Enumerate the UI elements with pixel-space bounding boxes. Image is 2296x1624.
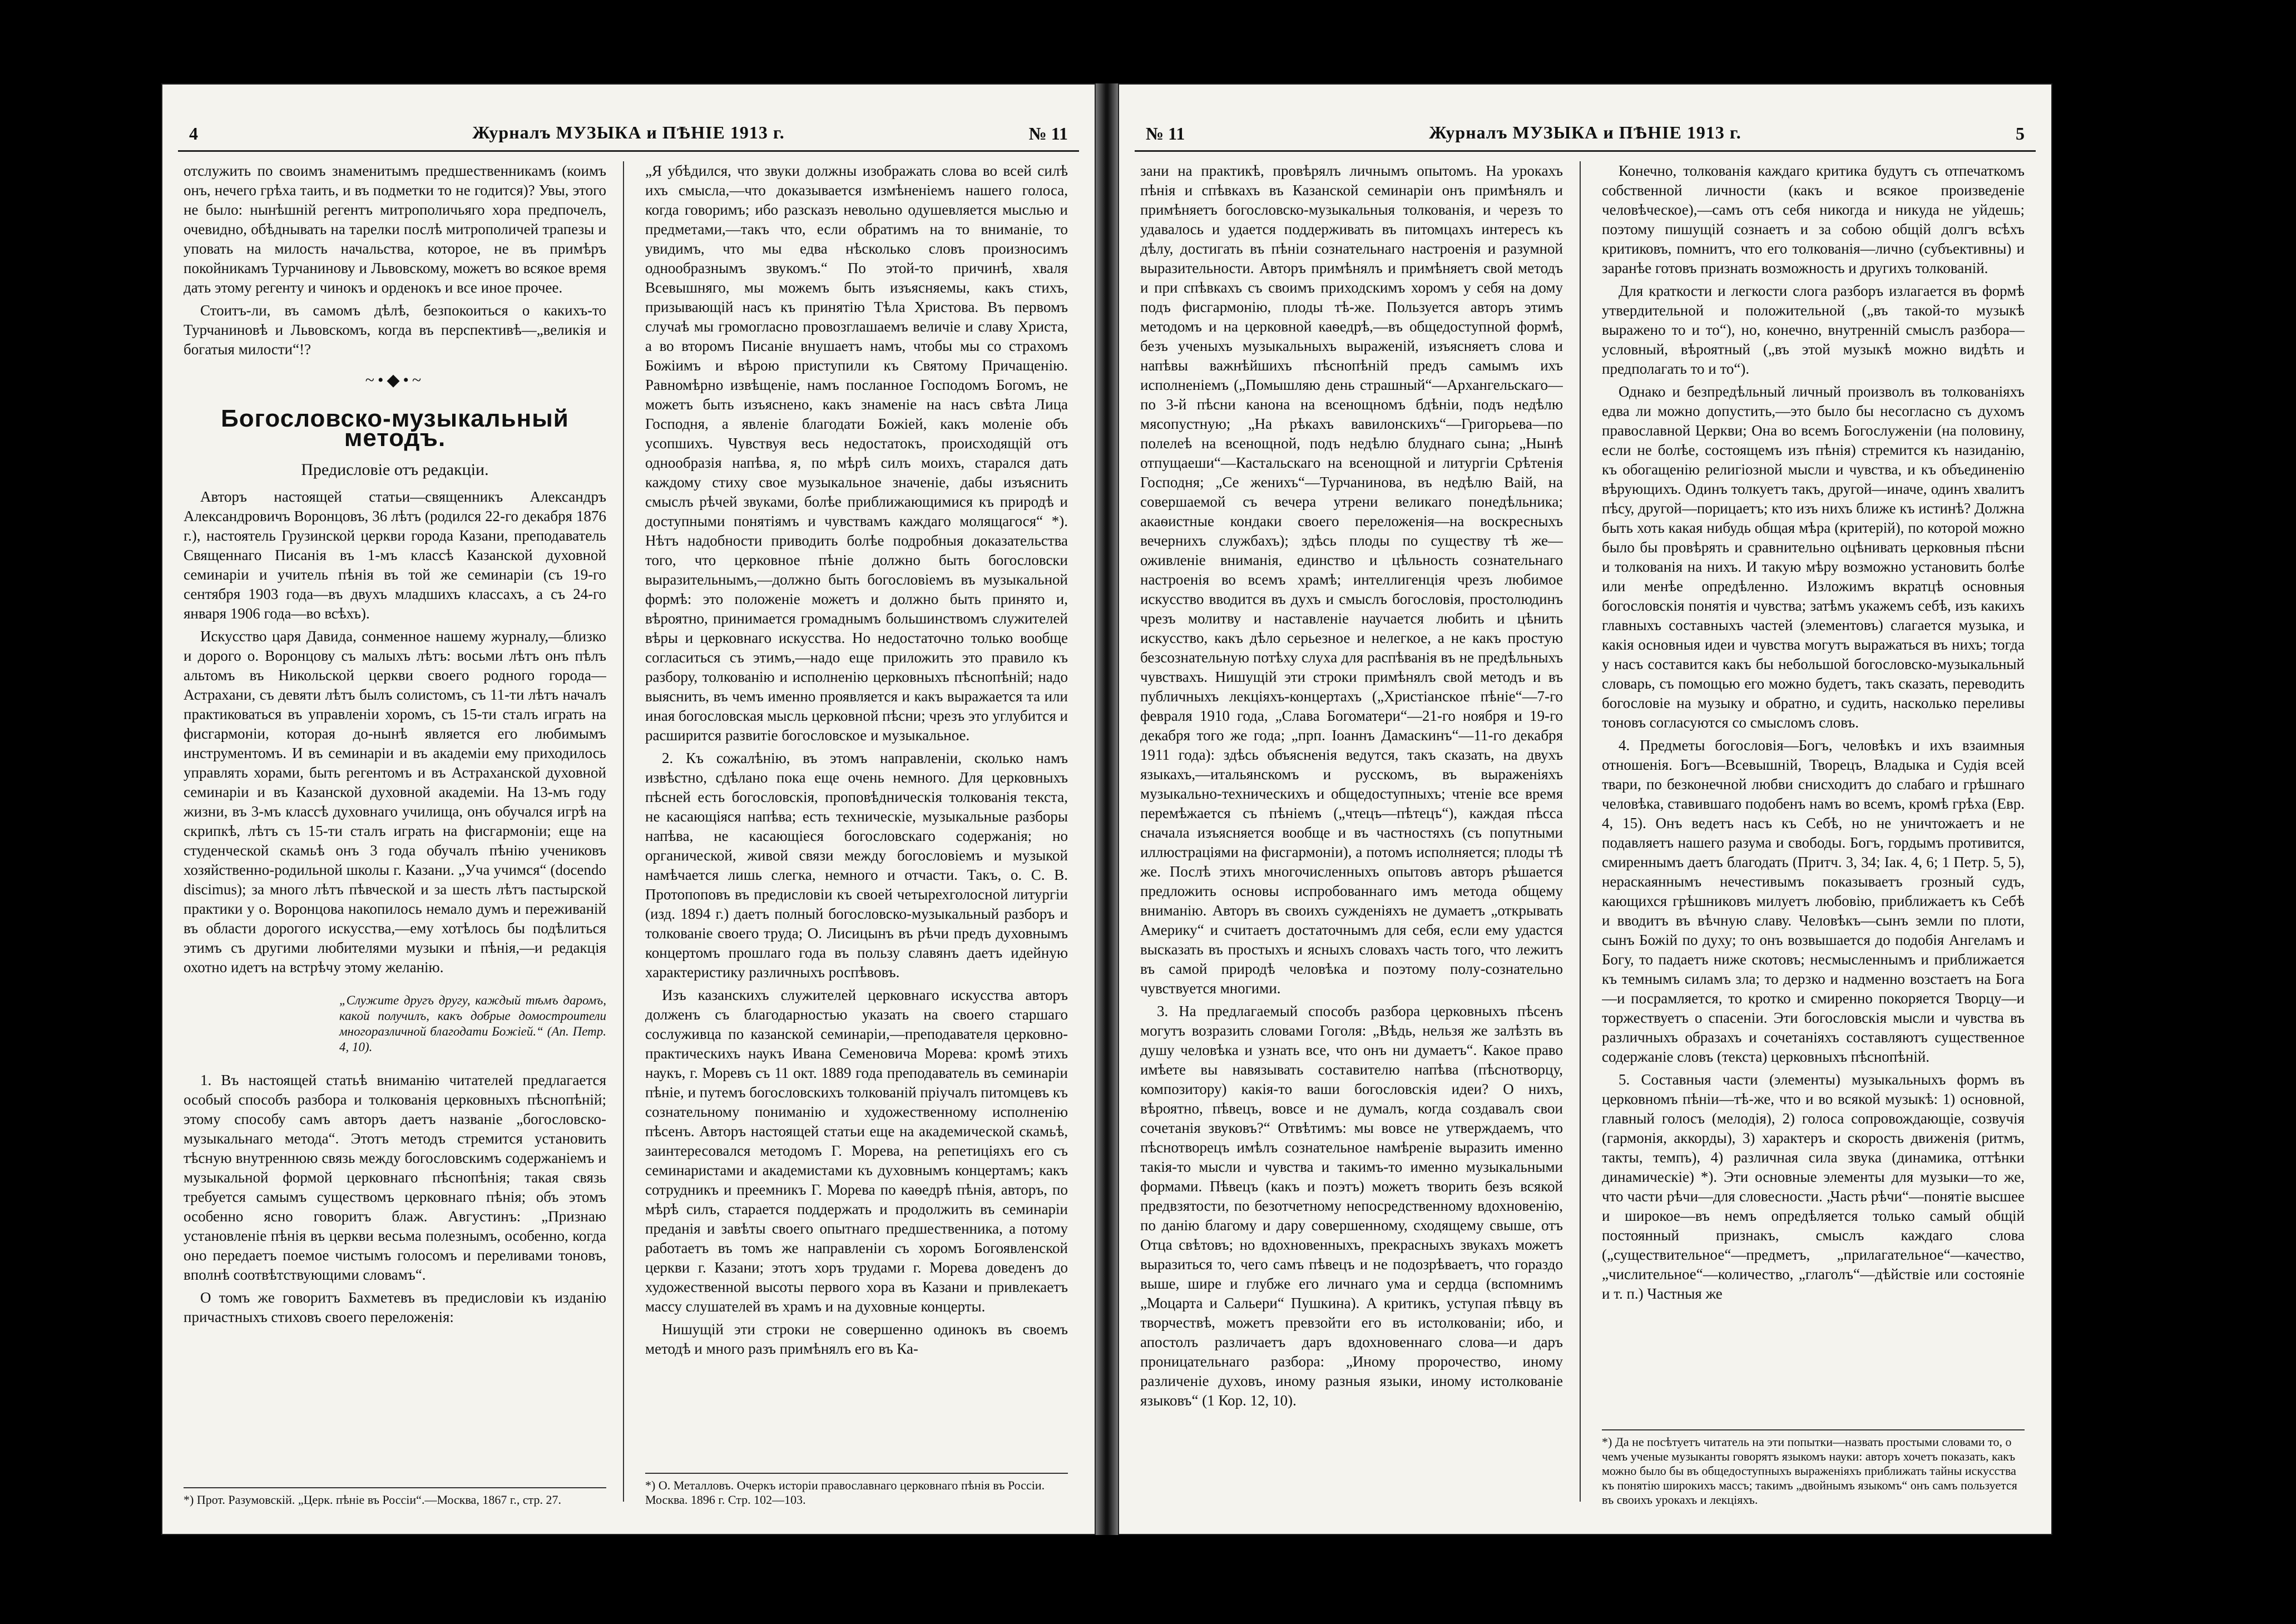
paragraph: 4. Предметы богословія—Богъ, человѣкъ и ихъ взаимныя отношенія. Богъ—Всевышній, Творецъ, Владыка и Судія всей твари, по безконечной любви снисходитъ до слабаго и грѣшнаго человѣка, ставившаго подобенъ намъ во всемъ, кромѣ грѣха (Евр. 4, 15). Онъ ведетъ насъ къ Себѣ, но не уничтожаетъ и не подавляетъ нашего разума и свободы. Богъ, гордымъ противится, смиреннымъ даетъ благодать (Притч. 3, 34; Іак. 4, 6; 1 Петр. 5, 5), нераскаяннымъ нечестивымъ показываетъ грозный судъ, кающихся грѣшниковъ милуетъ любовію, приближаетъ къ Себѣ и вводитъ въ вѣчную славу. Человѣкъ—сынъ земли по плоти, сынъ Божій по духу; то онъ возвышается до подобія Ангеламъ и Богу, то падаетъ ниже скотовъ; несмысленнымъ и приближается къ темнымъ силамъ зла; то дерзко и надменно возстаетъ на Бога—и посрамляется, то кротко и смиренно покоряется Творцу—и торжествуетъ о спасеніи. Эти богословскія мысли и чувства въ различныхъ образахъ и сочетаніяхъ составляютъ существенное содержаніе словъ (текста) церковныхъ пѣснопѣній. bbox=[1602, 737, 2025, 1065]
paragraph: зани на практикѣ, провѣрялъ личнымъ опытомъ. На урокахъ пѣнія и спѣвкахъ въ Казанской семинаріи онъ примѣнялъ и примѣняетъ богословско-музыкальныя толкованія, и черезъ то удавалось и удается поддерживать въ питомцахъ интересъ къ дѣлу, достигать въ пѣніи сознательнаго настроенія и разумной выразительности. Авторъ примѣнялъ и примѣняетъ свой методъ и при спѣвкахъ съ своимъ приходскимъ хоромъ у себя на дому подъ фисгармонію, плоды тѣ-же. Пользуется авторъ этимъ методомъ и на церковной каѳедрѣ,—въ общедоступной формѣ, безъ ученыхъ музыкальныхъ выраженій, изъясняетъ слова и напѣвы важнѣйшихъ пѣснопѣній предъ самымъ ихъ исполненіемъ („Помышляю день страшный“—Архангельскаго—по 3-й пѣсни канона на всенощномъ бдѣніи, подъ недѣлю мясопустную; „На рѣкахъ вавилонскихъ“—Григорьева—по полелеѣ на всенощной, подъ недѣлю блуднаго сына; „Нынѣ отпущаеши“—Кастальскаго на всенощной и литургіи Срѣтенія Господня; „Се женихъ“—Турчанинова, въ недѣлю Ваій, на совершаемой съ вечера утрени великаго понедѣльника; акаѳистные кондаки своего переложенія—на воскресныхъ вечернихъ службахъ); здѣсь плоды по существу тѣ же—оживленіе вниманія, единство и цѣльность сознательнаго настроенія во всемъ храмѣ; интеллигенція чрезъ любимое искусство вводится въ духъ и смыслъ богословія, простолюдинъ чрезъ молитву и наставленіе научается любить и цѣнить искусство, какъ дѣло серьезное и нелегкое, а не какъ простую безсознательную потѣху слуха для распѣванія въ не предѣльныхъ чувствахъ. Нишущій эти строки примѣнялъ свой методъ и въ публичныхъ лекціяхъ-концертахъ („Христіанское пѣніе“—7-го февраля 1910 года, „Слава Богоматери“—21-го ноября и 19-го декабря того же года; „прп. Іоаннъ Дамаскинъ“—11-го декабря 1911 года): здѣсь объясненія ведутся, такъ сказать, на двухъ языкахъ,—итальянскомъ и русскомъ, въ выраженіяхъ музыкально-техническихъ и общедоступныхъ; чтеніе все время перемѣжается съ пѣніемъ („чтецъ—пѣтецъ“), каждая пѣсса сначала изъясняется вообще и въ частностяхъ (съ попутными иллюстраціями на фисгармоніи), а потомъ исполняется; плоды тѣ же. Послѣ этихъ многочисленныхъ опытовъ авторъ рѣшается предложить основы испробованнаго имъ метода общему вниманію. Авторъ въ своихъ сужденіяхъ не думаетъ „открывать Америку“ и считаетъ достаточнымъ для себя, если ему удастся высказать въ простыхъ и ясныхъ словахъ часть того, что лежитъ въ самой природѣ человѣка и поэтому полу-сознательно чувствуется многими. bbox=[1140, 162, 1563, 997]
paragraph: Стоитъ-ли, въ самомъ дѣлѣ, безпокоиться о какихъ-то Турчаниновѣ и Львовскомъ, когда въ перспективѣ—„великія и богатыя милости“!? bbox=[184, 302, 606, 358]
article-title: Богословско-музыкальный методъ. bbox=[221, 405, 569, 452]
journal-title: Журналъ МУЗЫКА и ПѢНІЕ 1913 г. bbox=[472, 122, 785, 142]
paragraph: „Я убѣдился, что звуки должны изображать слова во всей силѣ ихъ смысла,—что доказывается измѣненіемъ нашего голоса, когда говоримъ; ибо разсказъ невольно одушевляется мыслью и предметами,—такъ что, если обратимъ на то вниманіе, то увидимъ, что мы едва нѣсколько словъ произносимъ однообразнымъ звукомъ.“ По этой-то причинѣ, хваля Всевышняго, мы можемъ быть изъясняемы, какъ стихъ, призывающій насъ къ принятію Тѣла Христова. Въ первомъ случаѣ мы громогласно провозглашаемъ величіе и славу Христа, а во второмъ Писаніе внушаетъ намъ, чтобы мы со страхомъ Божіимъ и вѣрою приступили къ Святому Причащенію. Равномѣрно извѣщеніе, намъ посланное Господомъ Богомъ, не можетъ быть изъяснено, какъ знаменіе на насъ свѣта Лица Господня, а явленіе благодати Божіей, какъ моленіе объ усопшихъ. Чувствуя весь недостатокъ, происходящій отъ однообразія напѣва, я, по мѣрѣ силъ моихъ, старался дать каждому стиху свое музыкальное значеніе, дабы изъяснить смыслъ рѣчей звуками, болѣе приближающимися къ природѣ и доступными понятіямъ и чувствамъ каждаго молящагося“ *). Нѣтъ надобности приводить болѣе подробныя доказательства того, что церковное пѣніе должно быть богословски выразительнымъ,—должно быть богословіемъ въ музыкальной формѣ: это положеніе можетъ и должно быть принято и, вѣроятно, принимается громаднымъ большинствомъ служителей вѣры и церковнаго искусства. Но недостаточно только вообще согласиться съ этимъ,—надо еще приложить это правило къ разбору, толкованію и исполненію церковныхъ пѣснопѣній; надо выяснить, въ чемъ именно проявляется и какъ выражается та или иная богословская мысль церковной пѣсни; чрезъ это углубится и расширится развитіе богословское и музыкальное. bbox=[645, 162, 1068, 744]
column-divider bbox=[623, 161, 624, 1502]
paragraph: Конечно, толкованія каждаго критика будутъ съ отпечаткомъ собственной личности (какъ и всякое произведеніе человѣческое),—самъ отъ себя никогда и никуда не уйдешь; поэтому пишущій сознаетъ и за собою общій долгъ всѣхъ критиковъ, помнитъ, что его толкованія—лично (субъективны) и заранѣе готовъ признать возможность и другихъ толкованій. bbox=[1602, 162, 2025, 276]
footnote: *) Да не посѣтуетъ читатель на эти попытки—назвать простыми словами то, о чемъ ученые музыканты говорятъ языкомъ науки: авторъ хочетъ показать, какъ можно было бы въ общедоступныхъ выраженіяхъ приближать тайны искусства къ понятію широкихъ массъ; такимъ „двойнымъ языкомъ“ онъ самъ пользуется въ своихъ урокахъ и лекціяхъ. bbox=[1602, 1429, 2025, 1507]
footnote: *) Прот. Разумовскій. „Церк. пѣніе въ Россіи“.—Москва, 1867 г., стр. 27. bbox=[184, 1487, 606, 1507]
column-1 bbox=[1140, 161, 1563, 1502]
paragraph: Авторъ настоящей статьи—священникъ Александръ Александровичъ Воронцовъ, 36 лѣтъ (родился 22-го декабря 1876 г.), настоятель Грузинской церкви города Казани, преподаватель Священнаго Писанія въ 1-мъ классѣ Казанской духовной семинаріи и учитель пѣнія въ той же семинаріи (съ 19-го сентября 1903 года—въ двухъ младшихъ классахъ, а съ 24-го января 1906 года—во всѣхъ). bbox=[184, 488, 606, 622]
article-subtitle: Предисловіе отъ редакціи. bbox=[301, 461, 489, 479]
paragraph: Для краткости и легкости слога разборъ излагается въ формѣ утвердительной и положительной („въ такой-то музыкѣ выражено то и то“), но, конечно, внутренній смыслъ разбора—условный, вѣроятный („въ этой музыкѣ можно видѣть и предполагать то и то“). bbox=[1602, 283, 2025, 377]
left-page bbox=[161, 83, 1096, 1535]
paragraph: Однако и безпредѣльный личный произволъ въ толкованіяхъ едва ли можно допустить,—это было бы несогласно съ духомъ православной Церкви; Она во всемъ Богослуженіи (на половину, если не болѣе, состоящемъ изъ пѣнія) стремится къ назиданію, къ обогащенію религіозной мысли и чувства, и къ объединенію вѣрующихъ. Одинъ толкуетъ такъ, другой—иначе, одинъ хвалитъ пѣсу, другой—порицаетъ; кто изъ нихъ ближе къ истинѣ? Должна быть хоть какая нибудь общая мѣра (критерій), по которой можно было бы провѣрять и сравнительно оцѣнивать церковныя пѣсни и толкованія на нихъ. И такую мѣру возможно установить болѣе или менѣе опредѣленно. Изложимъ вкратцѣ основныя богословскія понятія и чувства; затѣмъ укажемъ себѣ, изъ какихъ главныхъ составныхъ частей (элементовъ) слагается музыка, и какія основныя идеи и чувства могутъ выражаться въ нихъ; тогда у насъ составится какъ бы небольшой богословско-музыкальный словарь, съ помощью его можно будетъ, такъ сказать, переводить богословіе на музыку и обратно, и судить, насколько переливы тоновъ согласуются со смысломъ словъ. bbox=[1602, 383, 2025, 731]
journal-title: Журналъ МУЗЫКА и ПѢНІЕ 1913 г. bbox=[1429, 122, 1741, 142]
running-head bbox=[1135, 117, 2036, 152]
running-head bbox=[178, 117, 1079, 152]
book-gutter bbox=[1096, 83, 1118, 1535]
ornament-divider: ~•◆•~ bbox=[365, 371, 425, 389]
paragraph: Искусство царя Давида, сонменное нашему журналу,—близко и дорого о. Воронцову съ малыхъ лѣтъ: восьми лѣтъ онъ пѣлъ альтомъ въ Никольской церкви своего родного города—Астрахани, съ девяти лѣтъ былъ солистомъ, съ 11-ти лѣтъ началъ практиковаться въ управленіи хоромъ, съ 15-ти сталъ играть на фисгармоніи, которая до-нынѣ является его любимымъ инструментомъ. И въ семинаріи и въ академіи ему приходилось управлять хорами, быть регентомъ и въ Астраханской духовной семинаріи и въ Казанской духовной академіи. На 13-мъ году жизни, въ 3-мъ классѣ духовнаго училища, онъ обучался игрѣ на скрипкѣ, лѣтъ съ 15-ти сталъ играть на фисгармоніи; еще на студенческой скамьѣ онъ 3 года обучалъ пѣнію учениковъ хозяйственно-родильной школы г. Казани. „Уча учимся“ (docendo discimus); за много лѣтъ пѣвческой и за шесть лѣтъ пастырской практики у о. Воронцова накопилось немало думъ и переживаній въ области дорогого искусства,—ему хотѣлось бы подѣлиться этимъ съ другими любителями музыки и пѣнія,—и редакція охотно идетъ на встрѣчу этому желанію. bbox=[184, 628, 606, 976]
paragraph: 1. Въ настоящей статьѣ вниманію читателей предлагается особый способъ разбора и толкованія церковныхъ пѣснопѣній; этому способу самъ авторъ даетъ названіе „богословско-музыкальнаго метода“. Этотъ методъ стремится установить тѣсную внутреннюю связь между богословскимъ содержаніемъ и музыкальной формой церковнаго пѣснопѣнія; такая связь требуется самымъ существомъ церковнаго пѣнія; объ этомъ особенно ясно говоритъ блаж. Августинъ: „Признаю установленіе пѣнія въ церкви весьма полезнымъ, особенно, когда оно передаетъ поемое чистымъ голосомъ и переливами тоновъ, вполнѣ соотвѣтствующими словамъ“. bbox=[184, 1072, 606, 1283]
paragraph: Нишущій эти строки не совершенно одинокъ въ своемъ методѣ и много разъ примѣнялъ его въ Ка- bbox=[645, 1321, 1068, 1357]
paragraph: Изъ казанскихъ служителей церковнаго искусства авторъ долженъ съ благодарностью указать на своего старшаго сослуживца по казанской семинаріи,—преподавателя церковно-практическихъ наукъ Ивана Семеновича Морева: кромѣ этихъ наукъ, г. Моревъ съ 11 окт. 1889 года преподаватель въ семинаріи пѣніе, и путемъ богословскихъ толкованій пріучалъ питомцевъ къ сознательному пониманію и художественному исполненію пѣсенъ. Авторъ настоящей статьи еще на академической скамьѣ, заинтересовался методомъ Г. Морева, на репетиціяхъ его съ семинаристами и академистами къ духовнымъ концертамъ; какъ сотрудникъ и преемникъ Г. Морева по каѳедрѣ пѣнія, авторъ, по мѣрѣ силъ, старается поддержать и продолжить въ семинаріи преданія и завѣты своего опытнаго предшественника, а потому работаетъ въ томъ же направленіи съ хоромъ Богоявленской церкви г. Казани; этотъ хоръ трудами г. Морева доведенъ до художественной высоты первого хора въ Казани и привлекаетъ массу слушателей въ храмъ и на духовные концерты. bbox=[645, 987, 1068, 1315]
paragraph: 5. Составныя части (элементы) музыкальныхъ формъ въ церковномъ пѣніи—тѣ-же, что и во всякой музыкѣ: 1) основной, главный голосъ (мелодія), 2) голоса сопровождающіе, созвучія (гармонія, аккорды), 3) характеръ и скорость движенія (ритмъ, такты, темпъ), 4) различная сила звука (динамика, оттѣнки динамическіе) *). Эти основные элементы для музыки—то же, что части рѣчи—для словесности. „Часть рѣчи“—понятіе высшее и широкое—въ немъ опредѣляется только самый общій постоянный признакъ, смыслъ каждаго слова („существительное“—предметъ, „прилагательное“—качество, „числительное“—количество, „глаголъ“—дѣйствіе или состояніе и т. п.) Частныя же bbox=[1602, 1071, 2025, 1302]
column-2 bbox=[1602, 161, 2025, 1502]
epigraph: „Служите другъ другу, каждый тѣмъ даромъ, какой получилъ, какъ добрые домостроители многоразличной благодати Божіей.“ (Ап. Петр. 4, 10). bbox=[339, 993, 606, 1054]
paragraph: отслужить по своимъ знаменитымъ предшественникамъ (коимъ онъ, нечего грѣха таить, и въ подметки то не годится)? Увы, этого не было: нынѣшній регентъ митрополичьяго хора предпочелъ, очевидно, обѣднывать на тарелки послѣ митрополичей трапезы и уповать на милость начальства, которое, не въ примѣръ покойникамъ Турчанинову и Львовскому, можетъ во всякое время дать этому регенту и чинокъ и орденокъ и все иное прочее. bbox=[184, 162, 606, 296]
column-1 bbox=[184, 161, 606, 1502]
paragraph: 3. На предлагаемый способъ разбора церковныхъ пѣсенъ могутъ возразить словами Гоголя: „Вѣдь, нельзя же залѣзть въ душу человѣка и узнать все, что онъ ни думаетъ“. Какое право имѣете вы навязывать составителю напѣва (пѣснотворцу, композитору) какія-то ваши богословскія идеи? О нихъ, вѣроятно, пѣвецъ, вовсе и не думалъ, когда создавалъ свои сочетанія звуковъ?“ Отвѣтимъ: мы вовсе не утверждаемъ, что пѣснотворецъ имѣлъ сознательное намѣреніе выразить именно такія-то мысли и чувства и такимъ-то именно музыкальными формами. Пѣвецъ (какъ и поэтъ) можетъ творить безъ всякой предвзятости, по безотчетному непосредственному вдохновенію, по данію благому и дару совершенному, сходящему свыше, отъ Отца свѣтовъ; но вдохновенныхъ, прекрасныхъ звукахъ можетъ выразиться то, чего самъ пѣвецъ и не подозрѣваетъ, что гораздо выше, шире и глубже его личнаго ума и сердца (вспомнимъ „Моцарта и Сальери“ Пушкина). А критикъ, уступая пѣвцу въ творчествѣ, можетъ превзойти его въ истолкованіи; ибо, и апостолъ различаетъ даръ вдохновеннаго слова—и даръ проницательнаго разбора: „Иному пророчество, иному различеніе духовъ, иному разныя языки, иному истолкованіе языковъ“ (1 Кор. 12, 10). bbox=[1140, 1003, 1563, 1409]
footnote: *) О. Металловъ. Очеркъ исторіи православнаго церковнаго пѣнія въ Россіи. Москва. 1896 г. Стр. 102—103. bbox=[645, 1473, 1068, 1507]
page-number: 4 bbox=[189, 123, 198, 143]
right-page bbox=[1118, 83, 2052, 1535]
paragraph: 2. Къ сожалѣнію, въ этомъ направленіи, сколько намъ извѣстно, сдѣлано пока еще очень немного. Для церковныхъ пѣсней есть богословскія, проповѣдническія толкованія текста, не касающіяся напѣва; есть техническіе, музыкальные разборы напѣва, не касающіеся богословскаго содержанія; но органической, живой связи между богословіемъ и музыкой намѣчается лишь слегка, немного и отчасти. Такъ, о. С. В. Протопоповъ въ предисловіи къ своей четырехголосной литургіи (изд. 1894 г.) даетъ полный богословско-музыкальный разборъ и толкованіе своего труда; О. Лисицынъ въ рѣчи предъ духовнымъ концертомъ прошлаго года въ пользу славянъ даетъ идейную характеристику различныхъ роспѣвовъ. bbox=[645, 750, 1068, 981]
paragraph: О томъ же говоритъ Бахметевъ въ предисловіи къ изданію причастныхъ стиховъ своего переложенія: bbox=[184, 1289, 606, 1325]
issue-number: № 11 bbox=[1028, 123, 1068, 143]
issue-number: № 11 bbox=[1146, 123, 1185, 143]
column-2 bbox=[645, 161, 1068, 1502]
page-number: 5 bbox=[2016, 123, 2025, 143]
column-divider bbox=[1580, 161, 1581, 1502]
